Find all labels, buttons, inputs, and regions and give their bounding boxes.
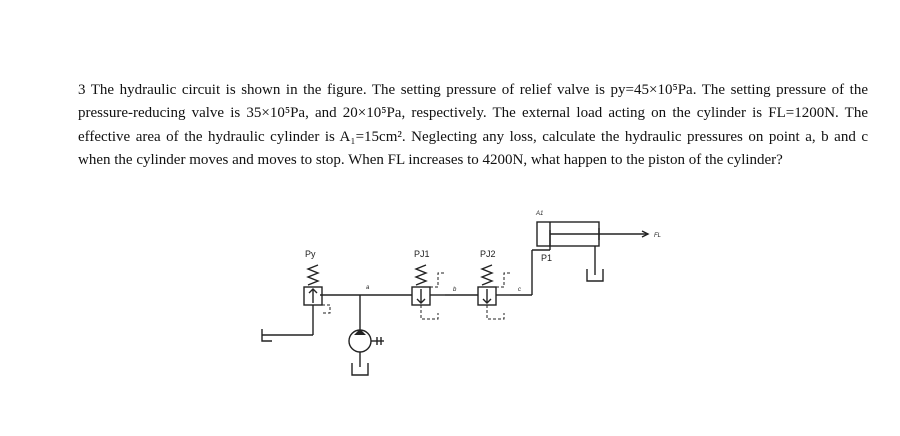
reducing-valve-1	[412, 249, 457, 319]
label-b: b	[453, 287, 457, 293]
hydraulic-circuit-diagram	[250, 195, 690, 385]
reducing-valve-2-pilot	[496, 273, 510, 287]
question-paragraph: 3 The hydraulic circuit is shown in the figure. The setting pressure of relief valve is py=45×10⁵Pa. The setting pressure of the pressure-reducing valve is 35×10⁵Pa, and 20×10⁵Pa, respectively. The external load acting on the cylinder is FL=1200N. The effective area of the hydraulic cylinder is A₁=15cm². Neglecting any loss, calculate the hydraulic pressures on point a, b and c when the cylinder moves and moves to stop. When FL increases to 4200N, what happen to the piston of the cylinder?	[78, 82, 868, 169]
pump-triangle	[354, 329, 366, 335]
reducing-valve-2-drain	[487, 305, 504, 319]
reducing-valve-1-spring	[416, 265, 426, 285]
hydraulic-cylinder	[535, 211, 661, 281]
label-pj2: PJ2	[480, 249, 496, 259]
label-a: a	[366, 285, 370, 291]
relief-valve-pilot	[322, 305, 330, 313]
reducing-valve-1-pilot	[430, 273, 444, 287]
reducing-valve-2-spring	[482, 265, 492, 285]
question-text	[78, 79, 868, 173]
circuit-svg	[250, 195, 690, 385]
relief-valve	[262, 249, 330, 341]
label-py: Py	[305, 249, 316, 259]
reducing-valve-2	[478, 249, 521, 319]
label-p1: P1	[541, 253, 553, 263]
relief-valve-spring	[308, 265, 318, 285]
label-a1: A1	[536, 211, 544, 217]
pump	[349, 285, 384, 375]
label-fl: FL	[654, 233, 662, 239]
reducing-valve-1-drain	[421, 305, 438, 319]
label-pj1: PJ1	[414, 249, 430, 259]
label-c: c	[518, 287, 521, 293]
